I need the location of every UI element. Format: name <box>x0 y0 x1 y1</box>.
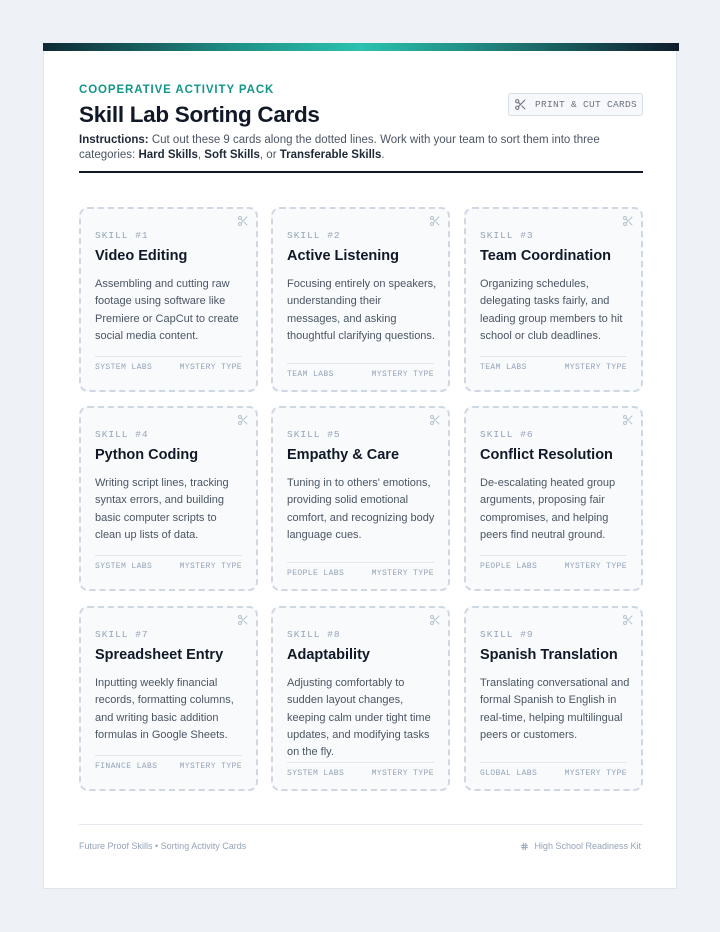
card-footer <box>287 363 434 379</box>
scissors-icon <box>429 414 441 426</box>
footer-right-text: High School Readiness Kit <box>534 841 641 851</box>
scissors-icon <box>237 414 249 426</box>
card-footer <box>95 755 242 771</box>
skill-number: SKILL #4 <box>95 429 149 440</box>
page-title: Skill Lab Sorting Cards <box>79 102 320 127</box>
skill-type: MYSTERY TYPE <box>179 363 242 372</box>
skill-name: Team Coordination <box>480 248 612 264</box>
skill-card[interactable] <box>271 207 450 392</box>
skill-number: SKILL #7 <box>95 629 149 640</box>
activity-sheet <box>43 43 677 889</box>
skill-description: Translating conversational and formal Spanish to English in real-time, helping multilingual peers or customers. <box>480 677 630 741</box>
scissors-icon <box>622 414 634 426</box>
scissors-icon <box>237 614 249 626</box>
skill-card[interactable] <box>79 207 258 392</box>
skill-card[interactable] <box>271 606 450 791</box>
skill-lab: TEAM LABS <box>287 370 334 379</box>
card-grid <box>79 207 643 792</box>
skill-description: De-escalating heated group arguments, proposing fair compromises, and helping peers find neutral ground. <box>480 477 616 541</box>
card-footer <box>95 356 242 372</box>
skill-card[interactable] <box>271 406 450 591</box>
skill-number: SKILL #5 <box>287 429 341 440</box>
skill-description: Assembling and cutting raw footage using software like Premiere or CapCut to create social media content. <box>95 278 239 342</box>
skill-name: Active Listening <box>287 248 399 264</box>
scissors-icon <box>622 614 634 626</box>
instructions <box>79 133 639 162</box>
skill-lab: SYSTEM LABS <box>287 769 345 778</box>
category-soft: Soft Skills <box>204 148 260 161</box>
skill-description: Adjusting comfortably to sudden layout changes, keeping calm under tight time updates, and modifying tasks on the fly. <box>287 677 431 759</box>
skill-name: Python Coding <box>95 447 199 463</box>
skill-card[interactable] <box>79 406 258 591</box>
skill-type: MYSTERY TYPE <box>564 363 627 372</box>
scissors-icon <box>429 614 441 626</box>
scissors-icon <box>622 215 634 227</box>
instructions-lead: Instructions: <box>79 134 149 146</box>
skill-card[interactable] <box>79 606 258 791</box>
skill-type: MYSTERY TYPE <box>371 769 434 778</box>
skill-type: MYSTERY TYPE <box>564 562 627 571</box>
skill-number: SKILL #3 <box>480 230 534 241</box>
skill-name: Spreadsheet Entry <box>95 647 224 663</box>
skill-description: Writing script lines, tracking syntax errors, and building basic computer scripts to clean up lists of data. <box>95 477 229 541</box>
skill-name: Adaptability <box>287 647 370 663</box>
skill-type: MYSTERY TYPE <box>179 762 242 771</box>
skill-number: SKILL #6 <box>480 429 534 440</box>
category-hard: Hard Skills <box>138 148 198 161</box>
scissors-icon <box>429 215 441 227</box>
skill-name: Conflict Resolution <box>480 447 613 463</box>
instructions-sep-1: , <box>197 148 205 161</box>
skill-number: SKILL #8 <box>287 629 341 640</box>
skill-name: Empathy & Care <box>287 447 400 463</box>
skill-name: Spanish Translation <box>480 647 618 663</box>
skill-lab: PEOPLE LABS <box>287 569 345 578</box>
skill-type: MYSTERY TYPE <box>371 569 434 578</box>
skill-lab: FINANCE LABS <box>95 762 158 771</box>
skill-description: Focusing entirely on speakers, understanding their messages, and asking thoughtful clarifying questions. <box>287 278 437 342</box>
skill-lab: GLOBAL LABS <box>480 769 538 778</box>
skill-card[interactable] <box>464 606 643 791</box>
hash-icon <box>520 842 529 851</box>
scissors-icon <box>237 215 249 227</box>
footer-divider <box>79 824 643 825</box>
skill-lab: SYSTEM LABS <box>95 363 153 372</box>
instructions-text: Cut out these 9 cards along the dotted lines. Work with your team to sort them into three categories: <box>79 134 600 161</box>
print-cut-button[interactable] <box>508 93 643 116</box>
skill-description: Inputting weekly financial records, formatting columns, and writing basic addition formulas in Google Sheets. <box>95 677 234 741</box>
instructions-sep-2: , or <box>259 148 280 161</box>
skill-name: Video Editing <box>95 248 188 264</box>
skill-lab: TEAM LABS <box>480 363 527 372</box>
skill-card[interactable] <box>464 406 643 591</box>
card-footer <box>95 555 242 571</box>
skill-type: MYSTERY TYPE <box>371 370 434 379</box>
skill-type: MYSTERY TYPE <box>179 562 242 571</box>
card-footer <box>480 762 627 778</box>
skill-card[interactable] <box>464 207 643 392</box>
footer-left-text: Future Proof Skills • Sorting Activity Cards <box>79 841 247 851</box>
instructions-end: . <box>381 148 385 161</box>
footer-right <box>520 841 641 851</box>
card-footer <box>287 562 434 578</box>
card-footer <box>480 356 627 372</box>
pack-eyebrow: COOPERATIVE ACTIVITY PACK <box>79 84 275 96</box>
scissors-icon <box>514 98 527 111</box>
skill-description: Tuning in to others' emotions, providing solid emotional comfort, and recognizing body language cues. <box>287 477 435 541</box>
skill-lab: PEOPLE LABS <box>480 562 538 571</box>
skill-description: Organizing schedules, delegating tasks fairly, and leading group members to hit school or club deadlines. <box>480 278 623 342</box>
accent-bar <box>43 43 679 51</box>
print-cut-label: PRINT & CUT CARDS <box>534 99 637 110</box>
header-divider <box>79 171 643 173</box>
skill-type: MYSTERY TYPE <box>564 769 627 778</box>
skill-number: SKILL #2 <box>287 230 341 241</box>
card-footer <box>480 555 627 571</box>
card-footer <box>287 762 434 778</box>
category-transferable: Transferable Skills <box>279 148 382 161</box>
skill-number: SKILL #1 <box>95 230 149 241</box>
skill-number: SKILL #9 <box>480 629 534 640</box>
skill-lab: SYSTEM LABS <box>95 562 153 571</box>
